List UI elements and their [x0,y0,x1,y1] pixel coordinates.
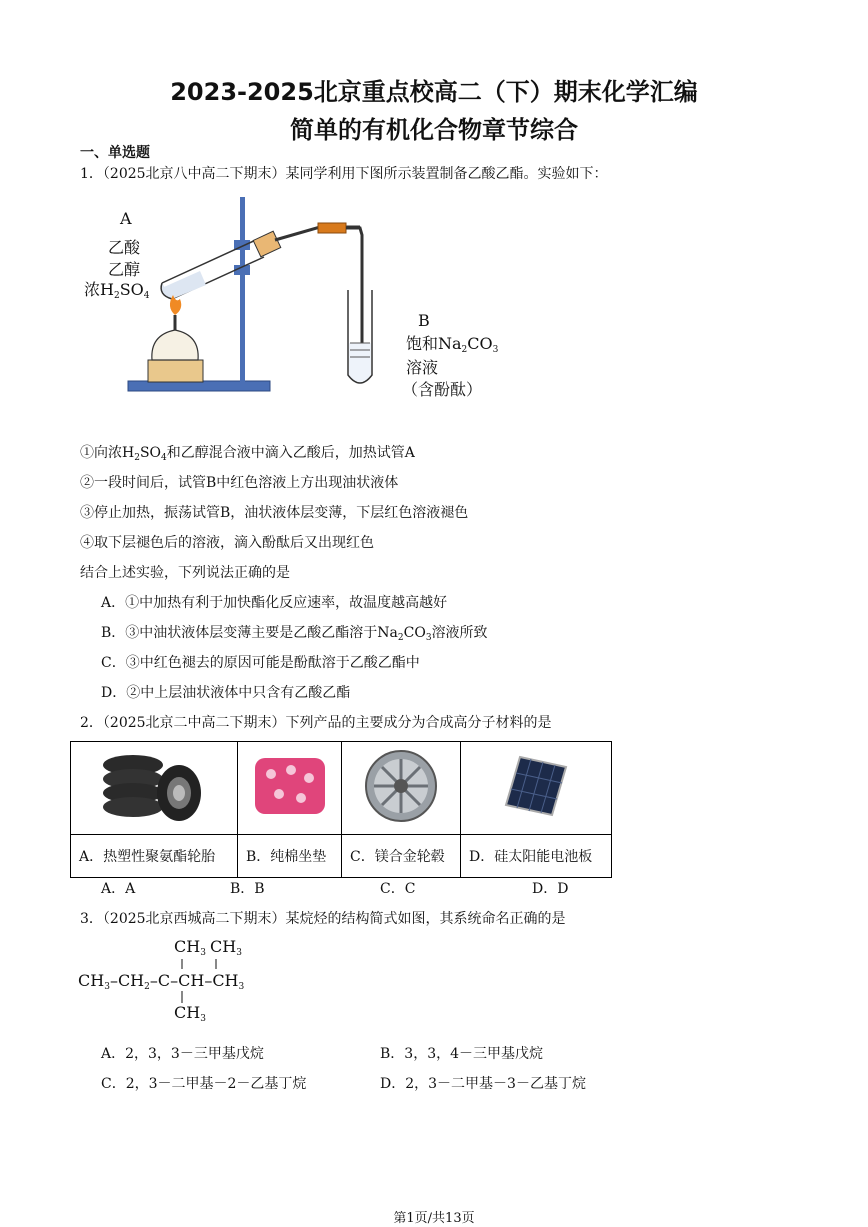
reagent-sulfuric-acid: 浓$H_2SO_4$ [84,280,150,301]
methyl-bottom: $CH_3$ [174,1003,206,1024]
alcohol-lamp [148,295,203,382]
rubber-joint [318,223,346,233]
label-b: B [418,311,430,330]
q2-option-c[interactable]: C．C [380,881,416,897]
sodium-carbonate-label: 饱和$Na_2CO_3$ [406,334,499,355]
q1-option-c[interactable]: C．③中红色褪去的原因可能是酚酞溶于乙酸乙酯中 [101,655,420,671]
q3-stem: 3．（2025北京西城高二下期末）某烷烃的结构简式如图，其系统命名正确的是 [80,911,566,927]
stand-rod [240,197,245,383]
reagent-ethanol: 乙醇 [108,260,141,279]
q3-option-b[interactable]: B．3，3，4－三甲基戊烷 [380,1046,544,1062]
section-heading: 一、单选题 [80,145,150,161]
q1-option-a[interactable]: A．①中加热有利于加快酯化反应速率，故温度越高越好 [101,595,448,611]
q2-cell-solar [461,742,612,835]
test-tube-b [348,290,372,383]
esterification-apparatus-figure [80,195,520,415]
stopper [253,231,281,257]
q2-product-table [70,741,612,878]
q2-cell-tires [71,742,238,835]
page-title-line1: 2023-2025北京重点校高二（下）期末化学汇编 [170,78,698,106]
q1-option-b[interactable]: B．③中油状液体层变薄主要是乙酸乙酯溶于$Na_2CO_3$溶液所致 [101,625,488,643]
page-title-line2: 简单的有机化合物章节综合 [290,116,578,144]
solar-panel-icon [496,751,576,821]
q3-option-c[interactable]: C．2，3－二甲基－2－乙基丁烷 [101,1076,307,1092]
tires-icon [99,749,209,823]
q2-label-a: A．热塑性聚氨酯轮胎 [71,835,238,878]
methyl-top-2: $CH_3$ [210,937,242,958]
q1-step-1: ①向浓$H_2SO_4$和乙醇混合液中滴入乙酸后，加热试管A [80,445,415,463]
q3-option-a[interactable]: A．2，3，3－三甲基戊烷 [101,1046,264,1062]
q2-label-c: C．镁合金轮毂 [342,835,461,878]
q2-cell-wheel [342,742,461,835]
page-number: 第1页/共13页 [393,1211,475,1226]
reagent-acetic-acid: 乙酸 [108,238,141,257]
main-chain: $CH_3-CH_2-C-CH-CH_3$ [78,971,245,992]
methyl-top-1: $CH_3$ [174,937,206,958]
q1-prompt: 结合上述实验，下列说法正确的是 [80,565,290,581]
q2-cell-cushion [238,742,342,835]
q2-stem: 2．（2025北京二中高二下期末）下列产品的主要成分为合成高分子材料的是 [80,715,552,731]
label-a: A [120,209,132,228]
q1-stem: 1．（2025北京八中高二下期末）某同学利用下图所示装置制备乙酸乙酯。实验如下： [80,166,608,182]
phenolphthalein-label: （含酚酞） [402,380,483,399]
cushion-icon [251,752,329,820]
q1-step-3: ③停止加热，振荡试管B，油状液体层变薄，下层红色溶液褪色 [80,505,469,521]
solution-label: 溶液 [406,358,439,377]
q2-label-b: B．纯棉坐垫 [238,835,342,878]
q3-structural-formula [78,937,318,1027]
q2-label-d: D．硅太阳能电池板 [461,835,612,878]
q1-step-2: ②一段时间后，试管B中红色溶液上方出现油状液体 [80,475,399,491]
q2-option-d[interactable]: D．D [532,881,569,897]
q2-option-b[interactable]: B．B [230,881,265,897]
q1-step-4: ④取下层褪色后的溶液，滴入酚酞后又出现红色 [80,535,374,551]
q2-option-a[interactable]: A．A [101,881,136,897]
q3-option-d[interactable]: D．2，3－二甲基－3－乙基丁烷 [380,1076,586,1092]
wheel-hub-icon [363,748,439,824]
q1-option-d[interactable]: D．②中上层油状液体中只含有乙酸乙酯 [101,685,351,701]
